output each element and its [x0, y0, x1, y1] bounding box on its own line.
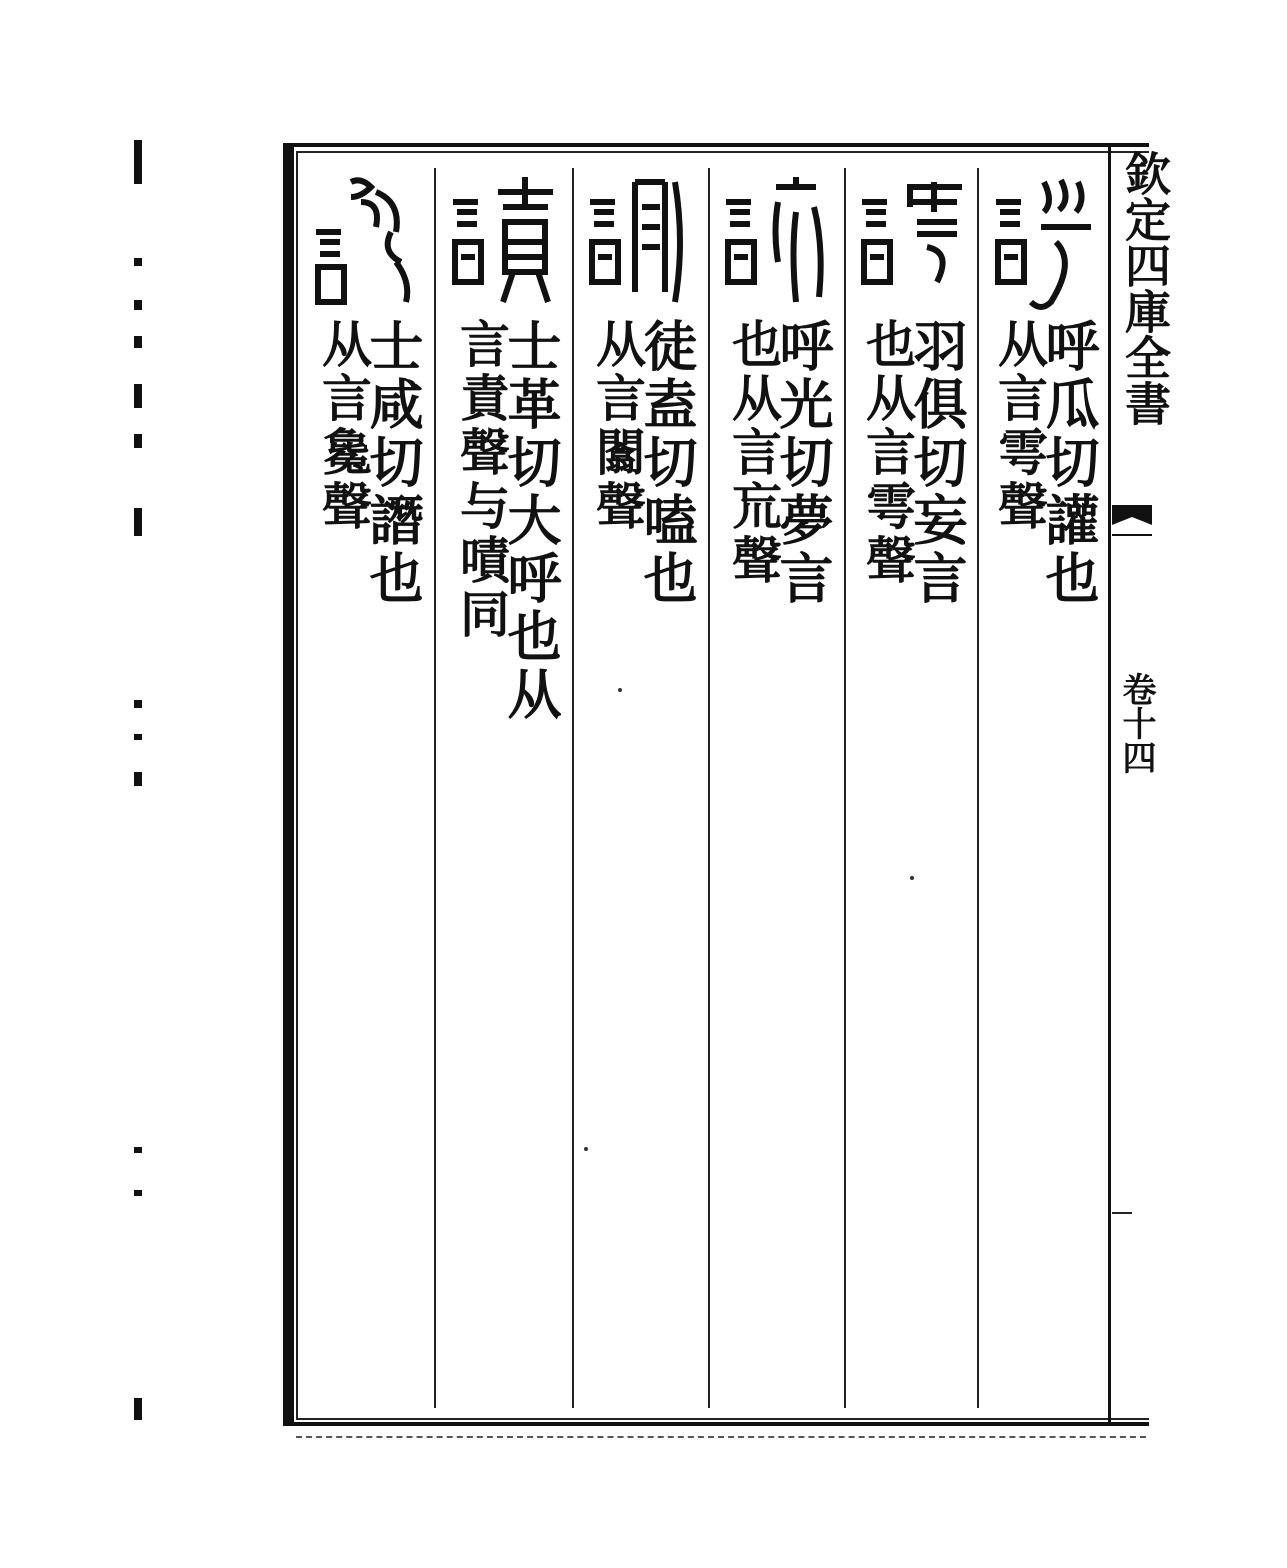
volume-number: 卷十四 [1116, 672, 1156, 774]
entry-column-2 [846, 168, 976, 1408]
seal-glyph-icon [443, 172, 563, 312]
bleed-mark [134, 258, 142, 266]
seal-glyph-icon [580, 172, 700, 312]
gloss-line: 从言闟聲 [588, 318, 647, 534]
ink-dot [910, 876, 914, 880]
bleed-mark [134, 700, 142, 708]
fishtail-icon [1112, 505, 1152, 543]
bleed-mark [134, 508, 142, 536]
column-rule [977, 168, 979, 1408]
seal-glyph-icon [716, 172, 836, 312]
entry-column-4 [574, 168, 706, 1408]
gloss-line: 也从言雩聲 [858, 318, 917, 588]
gloss-line: 徒盍切嗑也 [635, 318, 699, 608]
frame-bottom-edge [296, 1436, 1146, 1441]
ink-dot [584, 1147, 588, 1151]
seal-glyph-icon [852, 172, 972, 312]
ink-dot [618, 688, 622, 692]
bleed-mark [134, 384, 142, 408]
gloss-line: 从言雩聲 [990, 318, 1049, 534]
entry-column-5 [437, 168, 570, 1408]
entry-column-1 [980, 168, 1108, 1408]
bleed-mark [134, 734, 142, 740]
bleed-mark [134, 772, 142, 786]
gloss-line: 士革切大呼也从 [499, 318, 563, 724]
column-rule [434, 168, 436, 1408]
gloss-line: 也从言巟聲 [724, 318, 783, 588]
bleed-mark [134, 140, 142, 184]
bleed-mark [134, 434, 142, 448]
bleed-mark [134, 336, 142, 348]
seal-glyph-icon [306, 172, 426, 312]
entry-column-6 [300, 168, 432, 1408]
seal-glyph-icon [986, 172, 1106, 312]
banner-tick [1112, 1212, 1132, 1214]
seal-character [852, 172, 972, 312]
seal-character [716, 172, 836, 312]
gloss-line: 呼光切夢言 [771, 318, 835, 608]
seal-character [443, 172, 563, 312]
book-title: 欽定四庫全書 [1118, 150, 1172, 426]
seal-character [580, 172, 700, 312]
seal-character [306, 172, 426, 312]
entry-column-3 [710, 168, 842, 1408]
gloss-line: 言責聲与嘖同 [452, 318, 511, 642]
gloss-line: 呼瓜切讙也 [1037, 318, 1101, 608]
gloss-line: 羽俱切妄言 [905, 318, 969, 608]
gloss-line: 从言毚聲 [314, 318, 373, 534]
bleed-mark [134, 300, 142, 310]
bleed-mark [134, 1190, 142, 1196]
bleed-mark [134, 1398, 142, 1420]
bleed-mark [134, 1147, 142, 1153]
seal-character [986, 172, 1106, 312]
gloss-line: 士咸切譖也 [361, 318, 425, 608]
